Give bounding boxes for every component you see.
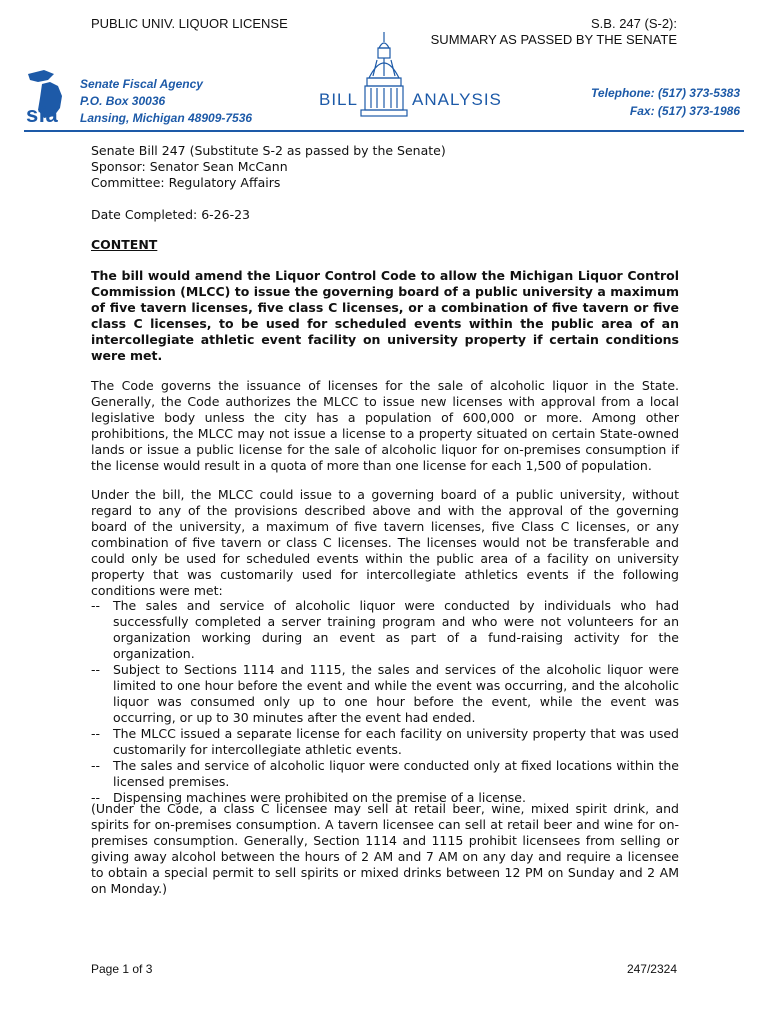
list-item: -- Subject to Sections 1114 and 1115, the sales and services of the alcoholic liquor were limited to one hour before the event and while the event was occurring, and the alcoholic liquor was consumed only up to one hour before the event, while the event was occurring, or up to 30 minutes after the event had ended. [91,662,679,725]
list-item: -- The MLCC issued a separate license for each facility on university property that was used customarily for intercollegiate athletic events. [91,726,679,757]
bill-line: Senate Bill 247 (Substitute S-2 as passed by the Senate) [91,143,446,158]
header-title: PUBLIC UNIV. LIQUOR LICENSE [91,16,288,31]
code-paragraph: The Code governs the issuance of licenses for the sale of alcoholic liquor in the State. Generally, the Code authorizes the MLCC to issue new licenses with approval from a local legislative body unless the city has a population of 600,000 or more. Among other prohibitions, the MLCC may not issue a license to a property situated on certain State-owned lands or issue a public license for the sale of alcoholic liquor for on-premises consumption if the license would result in a quota of more than one license for each 1,500 of population. [91,378,679,473]
agency-name: Senate Fiscal Agency [80,77,203,91]
fax: Fax: (517) 373-1986 [629,104,740,118]
document-id: 247/2324 [626,962,677,976]
header-divider [24,130,744,132]
note-paragraph: (Under the Code, a class C licensee may sell at retail beer, wine, mixed spirit drink, and spirits for on-premises consumption. A tavern licensee can sell at retail beer and wine for on-premises consumption. Generally, Section 1114 and 1115 prohibit licensees from selling or giving away alcohol between the hours of 2 AM and 7 AM on any day and require a licensee to obtain a special permit to sell spirits or mixed drinks between 12 PM on Sunday and 2 AM on Monday.) [91,801,679,896]
agency-address: P.O. Box 30036 [80,94,166,108]
date-line: Date Completed: 6-26-23 [91,207,250,222]
analysis-word: ANALYSIS [412,90,502,109]
bill-number: S.B. 247 (S-2): [591,16,677,31]
list-item: -- The sales and service of alcoholic liquor were conducted only at fixed locations within the licensed premises. [91,758,679,789]
content-heading: CONTENT [91,237,158,252]
bill-meta [91,143,691,223]
agency-city: Lansing, Michigan 48909-7536 [80,111,253,125]
capitol-dome-icon [357,30,411,130]
sfa-michigan-logo [24,68,80,128]
list-item: -- The sales and service of alcoholic liquor were conducted by individuals who had successfully completed a server training program and who were not volunteers for an organization working during an event as part of a fund-raising activity for the organization. [91,598,679,661]
telephone: Telephone: (517) 373-5383 [591,86,740,100]
bill-paragraph: Under the bill, the MLCC could issue to a governing board of a public university, without regard to any of the provisions described above and with the approval of the governing board of the university, a maximum of five tavern licenses, five Class C licenses, or any combination of five tavern or class C licenses. The licenses would not be transferable and could only be used for scheduled events within the public area of a facility on university property that was customarily used for intercollegiate athletics events if the following conditions were met: [91,487,679,598]
summary-status: SUMMARY AS PASSED BY THE SENATE [430,32,677,47]
sponsor-line: Sponsor: Senator Sean McCann [91,159,288,174]
bill-word: BILL [319,90,358,109]
page-number: Page 1 of 3 [91,962,153,976]
list-item: -- Dispensing machines were prohibited on the premise of a license. [91,790,526,805]
summary-paragraph: The bill would amend the Liquor Control Code to allow the Michigan Liquor Control Commission (MLCC) to issue the governing board of a public university a maximum of five tavern licenses, five class C licenses, or a combination of five tavern or five class C licenses, to be used for scheduled events within the public area of an intercollegiate athletic event facility on university property if certain conditions were met. [91,268,679,363]
conditions-list [91,598,679,806]
committee-line: Committee: Regulatory Affairs [91,175,281,190]
logo-text: sfa [26,102,58,127]
upper-peninsula-shape [28,70,54,82]
